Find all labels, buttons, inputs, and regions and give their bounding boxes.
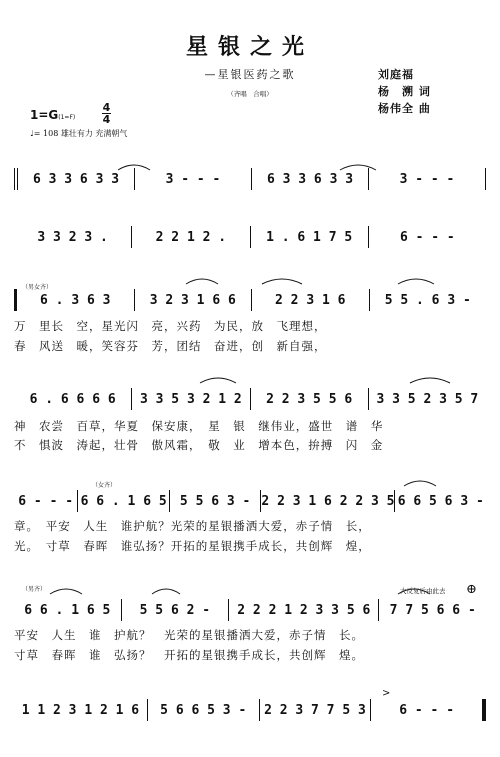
measure: 6 . 3 6 3 [40,292,111,308]
measure: 3 3 5 3 2 1 2 [140,391,242,407]
lyric-line: 不 惧波 涛起，壮骨 傲风霜， 敬 业 增本色，拚搏 闪 金 [14,438,384,452]
measure: 1 1 2 3 1 2 1 6 [21,702,140,718]
measure: 3 - - - [165,171,221,187]
slur [152,589,180,594]
tie [118,165,150,170]
measure: 3 2 3 1 6 6 [149,292,236,308]
measure: 5 5 . 6 3 - [384,292,471,308]
tempo-marking: ♩= 108 雄壮有力 充满朝气 [30,129,128,138]
lyric-line: 章。 平安 人生 谁护航？光荣的星银播洒大爱，赤子情 长， [14,519,371,533]
lyric-line: 春 风送 暖，笑容芬 芳，团结 奋进，创 新自强， [14,339,327,353]
performers: （齐唱 合唱） [227,90,273,98]
measure: 2 2 3 5 5 6 [266,391,353,407]
measure: 6 - - - [18,493,74,509]
lyric-line: 平安 人生 谁 护航？ 光荣的星银播洒大爱，赤子情 长。 [14,628,364,642]
measure: 2 2 1 2 . [155,229,227,245]
measure: 5 5 6 2 - [139,602,211,618]
voice-label-mixed: （男女齐） [22,284,53,291]
measure: 3 3 2 3 . [37,229,108,245]
lyric-line: 寸草 春晖 谁 弘扬？ 开拓的星银携手成长，共创辉 煌。 [14,648,364,662]
measure: 6 . 6 6 6 6 [29,391,116,407]
tie [340,165,376,170]
accent-mark: > [382,688,391,699]
key-note: (1=F) [58,114,76,121]
measure: 6 6 . 1 6 5 [24,602,111,618]
slur [186,279,218,284]
measure: 6 3 3 6 3 3 [32,171,120,187]
measure: 6 - - - [399,702,455,718]
measure: 2 2 2 1 2 3 3 5 6 [237,602,371,618]
voice-label-male: （男齐） [22,586,47,593]
lyric-line: 光。 寸草 春晖 谁弘扬？开拓的星银携手成长，共创辉 煌， [14,539,371,553]
coda-icon: ⊕ [466,582,477,597]
measure: 6 6 5 6 3 - [397,493,484,509]
slur [404,481,436,486]
credit-3: 杨伟全 曲 [378,102,431,115]
da-capo-note: 大反复后由此去 [400,587,446,595]
credit-2: 杨 溯 词 [378,85,431,98]
key-value: 1=G [30,108,59,122]
slur [262,279,302,284]
time-bottom: 4 [102,113,111,126]
measure: 2 2 3 1 6 2 2 3 5 [261,493,395,509]
slur [398,589,430,594]
measure: 2 2 3 1 6 [275,292,346,308]
measure: 5 6 6 5 3 - [160,702,247,718]
lyric-line: 神 农尝 百草，华夏 保安康， 星 银 继伟业，盛世 谱 华 [14,419,384,433]
measure: 3 - - - [399,171,455,187]
measure: 6 6 . 1 6 5 [80,493,167,509]
measure: 1 . 6 1 7 5 [266,229,353,245]
measure: 7 7 5 6 6 - [389,602,476,618]
lyric-line: 万 里长 空，星光闪 亮，兴药 为民，放 飞理想， [14,319,327,333]
measure: 3 3 5 2 3 5 7 [376,391,479,407]
slur [50,589,82,594]
song-title: 星银之光 [185,34,314,60]
slur [410,378,450,383]
measure: 6 - - - [399,229,455,245]
measure: 2 2 3 7 7 5 3 [264,702,366,718]
slur [398,279,434,284]
song-subtitle: —星银医药之歌 [204,68,296,81]
time-top: 4 [102,101,111,114]
voice-label-female: （女齐） [92,482,117,489]
measure: 5 5 6 3 - [179,493,251,509]
measure: 6 3 3 6 3 3 [266,171,354,187]
slur [200,378,236,383]
credit-1: 刘庭福 [378,68,414,81]
